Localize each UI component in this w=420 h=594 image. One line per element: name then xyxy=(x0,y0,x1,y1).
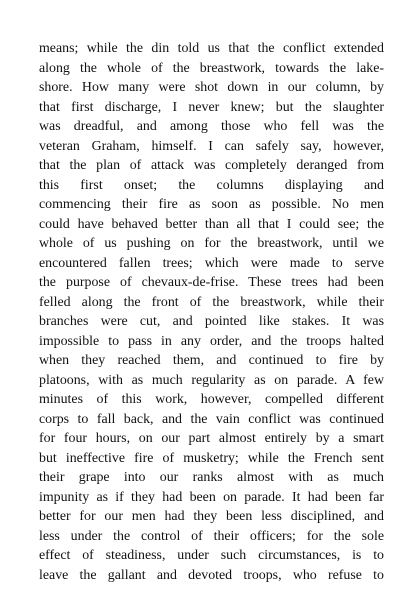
text-line: means; while the din told us that the conflict extended xyxy=(39,41,384,56)
text-line: whole of us pushing on for the breastwork, until we xyxy=(39,236,384,251)
text-line: branches were cut, and pointed like stakes. It was xyxy=(39,314,384,329)
text-line: felled along the front of the breastwork, while their xyxy=(39,294,384,310)
text-line: veteran Graham, himself. I can safely say, however, xyxy=(39,138,384,154)
text-line: this first onset; the columns displaying and xyxy=(39,177,384,193)
text-line: better for our men had they been less disciplined, and xyxy=(39,509,384,524)
text-line: when they reached them, and continued to fire by xyxy=(39,353,384,368)
text-line: corps to fall back, and the vain conflict was continued xyxy=(39,411,384,427)
text-line: that the plan of attack was completely deranged from xyxy=(39,158,384,173)
text-line: that first discharge, I never knew; but the slaughter xyxy=(39,99,384,115)
text-line: along the whole of the breastwork, towards the lake- xyxy=(39,60,384,76)
text-line: leave the gallant and devoted troops, who refuse to xyxy=(39,567,384,583)
text-line: but ineffective fire of musketry; while the French sent xyxy=(39,450,384,466)
text-line: their grape into our ranks almost with as much xyxy=(39,470,384,485)
text-line: commencing their fire as soon as possible. No men xyxy=(39,197,384,212)
body-text xyxy=(39,39,384,585)
text-line: effect of steadiness, under such circumstances, is to xyxy=(39,548,384,563)
text-line: was dreadful, and among those who fell was the xyxy=(39,119,384,134)
text-line: could have behaved better than all that I could see; the xyxy=(39,216,384,232)
text-line: impunity as if they had been on parade. It had been far xyxy=(39,489,384,505)
text-line: the purpose of chevaux-de-frise. These trees had been xyxy=(39,275,384,290)
text-line: encountered fallen trees; which were made to serve xyxy=(39,255,384,271)
text-line: less under the control of their officers; for the sole xyxy=(39,528,384,544)
text-line: for four hours, on our part almost entirely by a smart xyxy=(39,431,384,446)
text-line: impossible to pass in any order, and the troops halted xyxy=(39,333,384,349)
text-line: shore. How many were shot down in our column, by xyxy=(39,80,384,95)
text-line: minutes of this work, however, compelled different xyxy=(39,392,384,407)
text-line: platoons, with as much regularity as on parade. A few xyxy=(39,372,384,388)
